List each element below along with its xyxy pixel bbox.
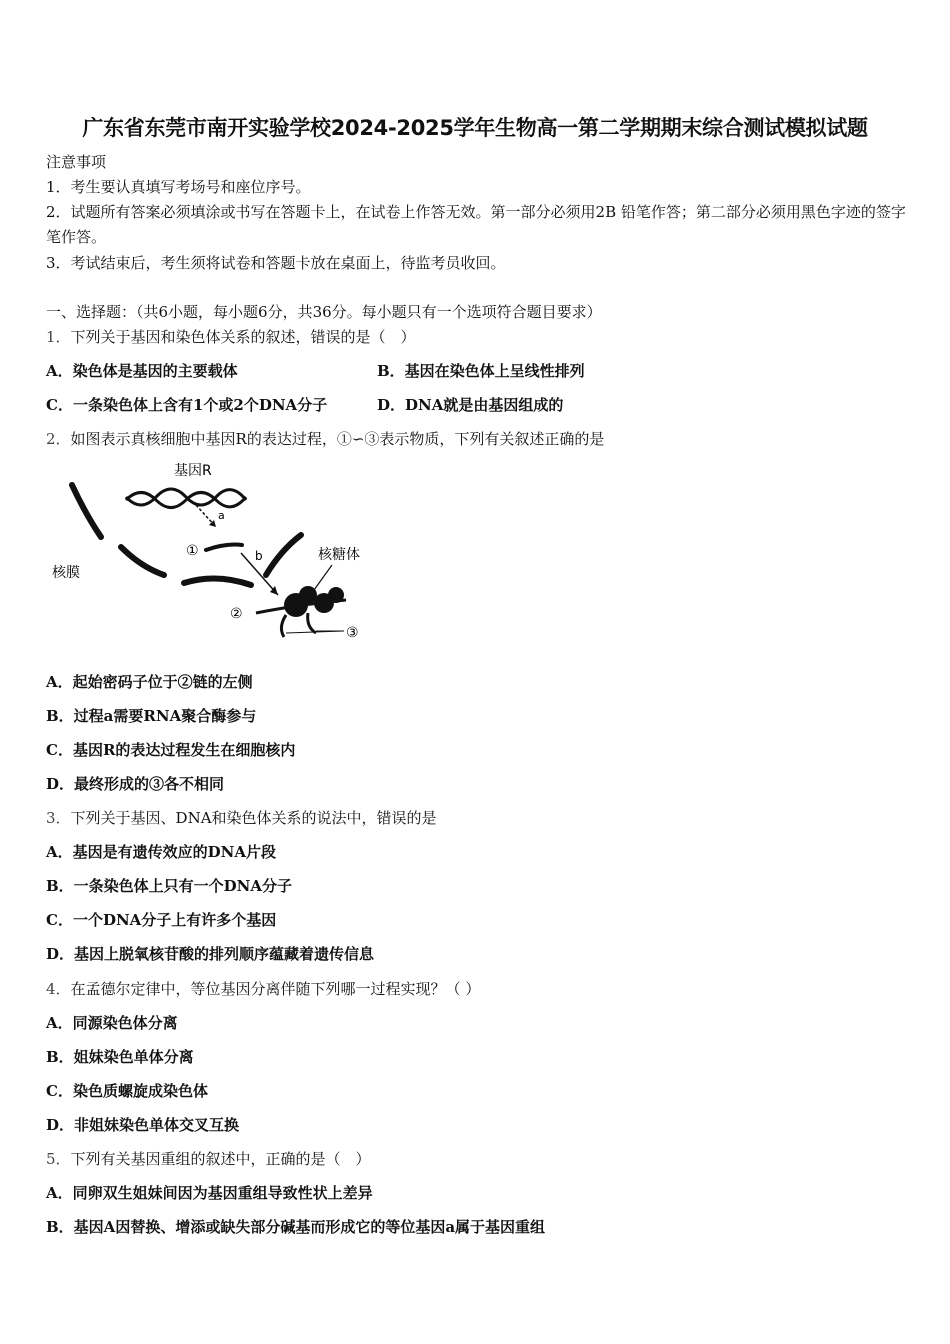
gene-expression-figure	[46, 455, 376, 655]
q2-option-a: A．起始密码子位于②链的左侧	[46, 673, 253, 691]
q2-option-c: C．基因R的表达过程发生在细胞核内	[46, 741, 296, 759]
q4-option-b: B．姐妹染色单体分离	[46, 1048, 194, 1066]
q3-option-b: B．一条染色体上只有一个DNA分子	[46, 877, 293, 895]
polypeptide	[308, 613, 316, 633]
nuclear-membrane-segment	[121, 547, 164, 575]
question-stem: 下列关于基因和染色体关系的叙述，错误的是（ ）	[70, 328, 416, 346]
nuclear-membrane-segment	[184, 578, 251, 585]
ribosome	[328, 587, 344, 603]
q2-option-b: B．过程a需要RNA聚合酶参与	[46, 707, 257, 725]
question-2	[46, 429, 604, 449]
ribosome-label: 核糖体	[318, 547, 360, 563]
question-number: 1．	[46, 328, 71, 346]
question-1	[46, 327, 416, 347]
question-5	[46, 1149, 371, 1169]
question-3	[46, 808, 437, 828]
gene-r-label: 基因R	[174, 463, 212, 479]
question-number: 4．	[46, 980, 71, 998]
q4-option-d: D．非姐妹染色单体交叉互换	[46, 1116, 240, 1134]
process-a-label: a	[218, 509, 225, 522]
q5-option-a: A．同卵双生姐妹间因为基因重组导致性状上差异	[46, 1184, 373, 1202]
q1-option-b: B．基因在染色体上呈线性排列	[377, 362, 585, 380]
nuclear-membrane-segment	[266, 535, 301, 575]
mrna-fragment	[206, 545, 242, 550]
q3-option-d: D．基因上脱氧核苷酸的排列顺序蕴藏着遗传信息	[46, 945, 375, 963]
marker-3: ③	[346, 625, 359, 641]
notice-heading: 注意事项	[46, 153, 107, 171]
question-stem: 如图表示真核细胞中基因R的表达过程，①∽③表示物质，下列有关叙述正确的是	[70, 430, 605, 448]
q1-option-c: C．一条染色体上含有1个或2个DNA分子	[46, 396, 328, 414]
q3-option-a: A．基因是有遗传效应的DNA片段	[46, 843, 276, 861]
process-b-label: b	[255, 549, 263, 563]
q4-option-c: C．染色质螺旋成染色体	[46, 1082, 208, 1100]
polypeptide	[281, 615, 286, 637]
nuclear-membrane-segment	[72, 485, 101, 537]
marker-2: ②	[230, 606, 243, 622]
notice-item-1: 1．考生要认真填写考场号和座位序号。	[46, 178, 311, 196]
question-4	[46, 979, 480, 999]
page-title: 广东省东莞市南开实验学校2024-2025学年生物高一第二学期期末综合测试模拟试题	[82, 116, 868, 140]
question-number: 3．	[46, 809, 71, 827]
q5-option-b: B．基因A因替换、增添或缺失部分碱基而形成它的等位基因a属于基因重组	[46, 1218, 546, 1236]
question-stem: 在孟德尔定律中，等位基因分离伴随下列哪一过程实现？（ ）	[70, 980, 481, 998]
marker-1: ①	[186, 543, 199, 559]
question-number: 5．	[46, 1150, 71, 1168]
q1-option-d: D．DNA就是由基因组成的	[377, 396, 564, 414]
nuclear-membrane-label: 核膜	[52, 565, 80, 581]
q3-option-c: C．一个DNA分子上有许多个基因	[46, 911, 277, 929]
q1-option-a: A．染色体是基因的主要载体	[46, 362, 238, 380]
question-number: 2．	[46, 430, 71, 448]
question-stem: 下列有关基因重组的叙述中，正确的是（ ）	[70, 1150, 371, 1168]
question-stem: 下列关于基因、DNA和染色体关系的说法中，错误的是	[70, 809, 437, 827]
q2-option-d: D．最终形成的③各不相同	[46, 775, 225, 793]
q4-option-a: A．同源染色体分离	[46, 1014, 178, 1032]
notice-item-2: 2．试题所有答案必须填涂或书写在答题卡上，在试卷上作答无效。第一部分必须用2B 铅笔作答；第二部分必须用黑色字迹的签字笔作答。	[46, 203, 906, 246]
section-heading: 一、选择题：（共6小题，每小题6分，共36分。每小题只有一个选项符合题目要求）	[46, 303, 602, 321]
notice-item-3: 3．考试结束后，考生须将试卷和答题卡放在桌面上，待监考员收回。	[46, 254, 506, 272]
